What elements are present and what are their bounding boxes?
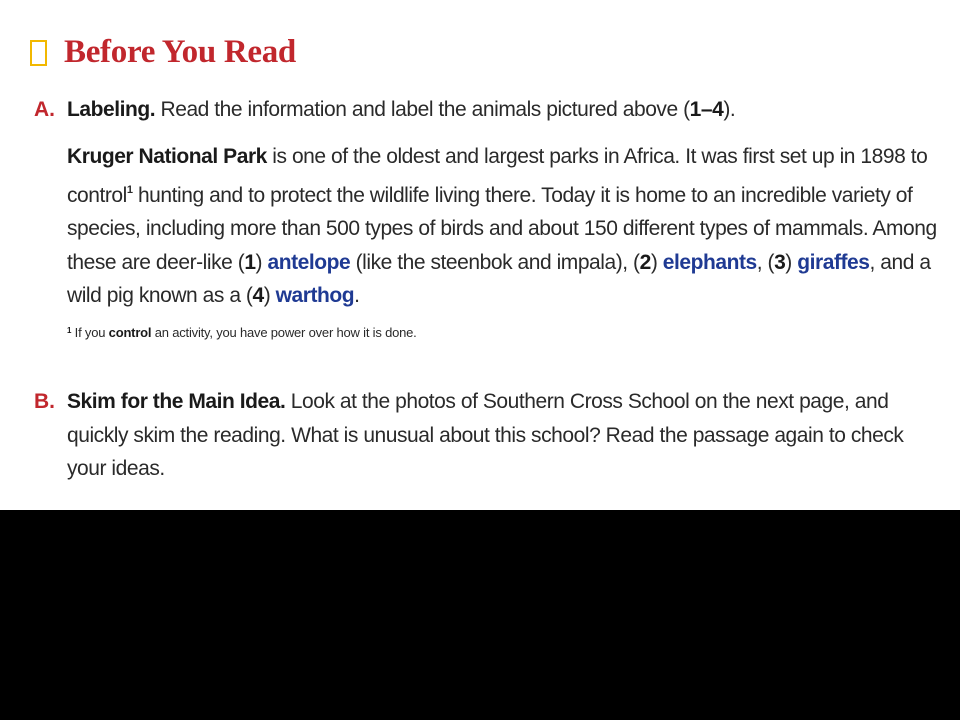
exercise-b-label: Skim for the Main Idea. (67, 390, 286, 413)
paragraph-text: , ( (756, 250, 775, 274)
black-band (0, 510, 960, 720)
vocab-word-antelope: antelope (267, 250, 351, 274)
footnote-marker: 1 (126, 183, 133, 196)
page-title: Before You Read (64, 34, 296, 70)
exercise-a-letter: A. (34, 98, 55, 121)
footnote-text: an activity, you have power over how it is done. (151, 325, 417, 340)
vocab-word-giraffes: giraffes (797, 250, 870, 274)
paragraph-text: , and a wild pig known as a ( (67, 250, 931, 307)
footnote-term: control (108, 325, 152, 340)
paragraph-text: . (354, 284, 360, 307)
exercise-a-instruction-end: ). (723, 98, 736, 121)
paragraph-text: hunting and to protect the wildlife living there. Today it is home to an incredible variety of species, including more than 500 types of birds and about 150 different types of mammals. Among these are deer-like ( (67, 183, 937, 274)
vocab-word-elephants: elephants (662, 250, 757, 274)
section-heading (30, 34, 296, 71)
footnote (67, 325, 417, 340)
label-number-3: 3 (774, 250, 786, 274)
label-number-1: 1 (244, 250, 256, 274)
label-number-4: 4 (252, 284, 264, 307)
exercise-b-letter: B. (34, 390, 55, 413)
paragraph-text: ) (650, 250, 663, 274)
exercise-a-label: Labeling. (67, 98, 156, 121)
paragraph-text: ) (263, 284, 276, 307)
paragraph-text: (like the steenbok and impala), ( (350, 250, 640, 274)
reading-paragraph (67, 140, 947, 313)
exercise-a-instruction (34, 93, 947, 127)
footnote-text: If you (71, 325, 109, 340)
square-bullet-icon (30, 40, 47, 66)
exercise-a-instruction-text: Read the information and label the animals pictured above ( (155, 98, 690, 121)
exercise-b-text (67, 385, 947, 486)
exercise-a-text (67, 93, 947, 127)
exercise-b-instruction (34, 385, 947, 486)
paragraph-text: is one of the oldest and largest parks in Africa. It was first set up in 1898 to control (67, 145, 928, 207)
park-name: Kruger National Park (67, 145, 267, 168)
vocab-word-warthog: warthog (275, 284, 355, 307)
exercise-b-instruction-text: Look at the photos of Southern Cross School on the next page, and quickly skim the reading. What is unusual about this school? Read the passage again to check your ideas. (67, 390, 904, 480)
footnote-number: 1 (67, 326, 72, 335)
paragraph-text: ) (255, 250, 268, 274)
paragraph-text: ) (785, 250, 798, 274)
label-number-2: 2 (639, 250, 651, 274)
exercise-a-range: 1–4 (689, 98, 724, 121)
